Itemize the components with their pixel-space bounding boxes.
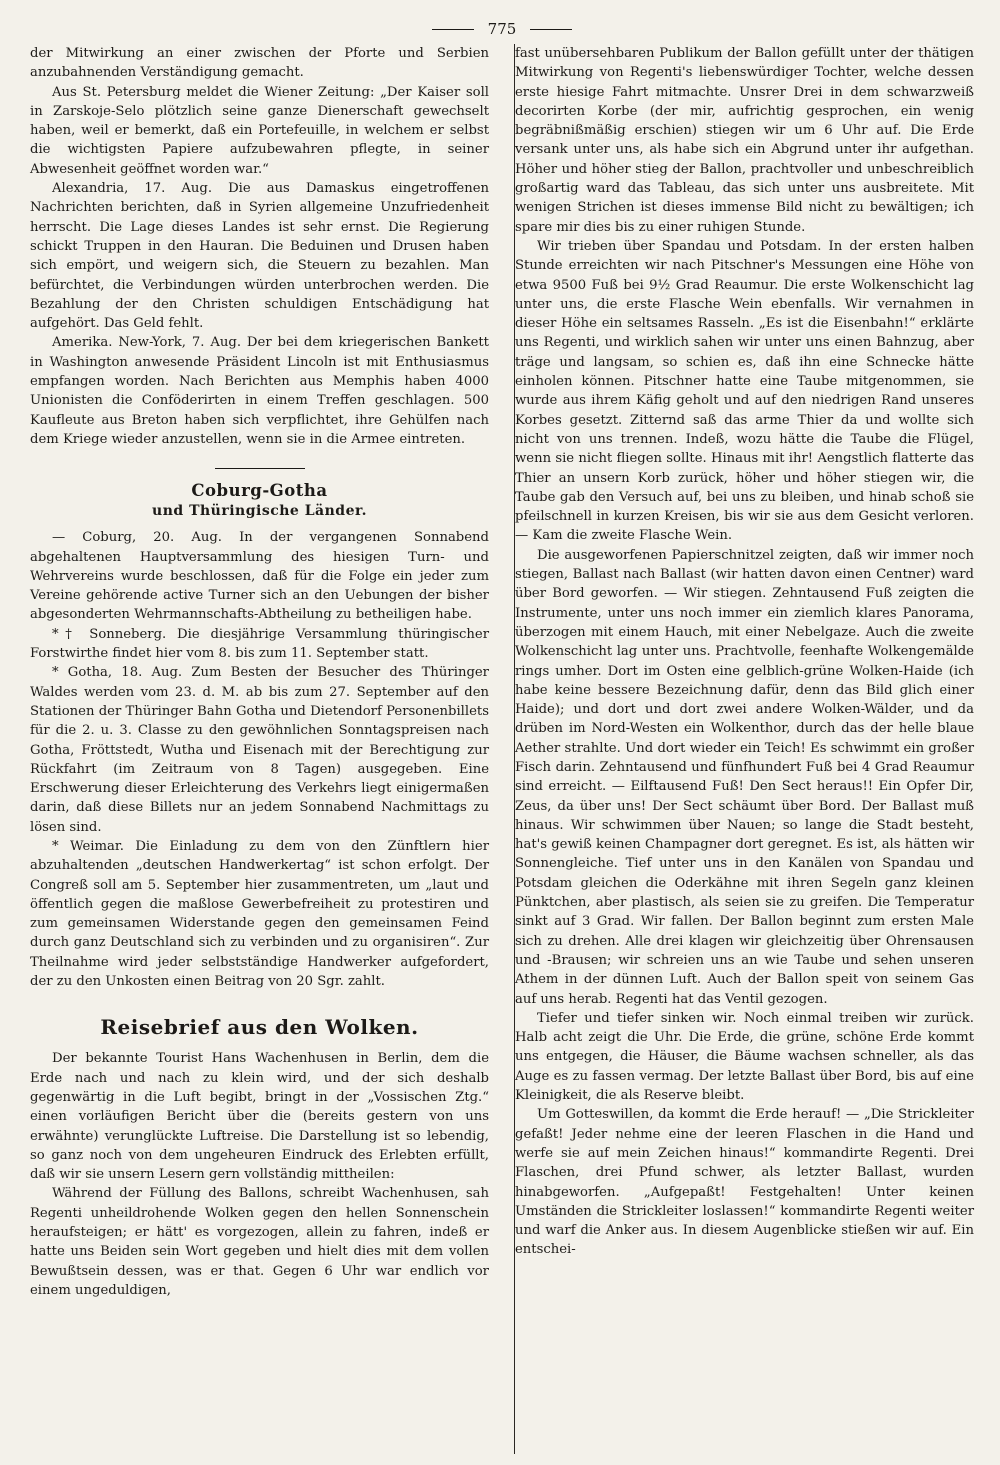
column-divider [514,44,515,1454]
header-rule-right [530,29,572,30]
left-column [30,44,489,1454]
article-paragraph: — Coburg, 20. Aug. In der vergangenen Sonnabend abgehaltenen Hauptversammlung des hiesigen Turn- und Wehrvereins wurde beschlossen, daß für die Folge ein jeder zum Vereine gehörende active Turner sich an den Uebungen der bisher abgesonderten Wehrmannschafts-Abtheilung zu betheiligen habe. [30,530,489,623]
article-paragraph: * Gotha, 18. Aug. Zum Besten der Besucher des Thüringer Waldes werden vom 23. d. M. ab bis zum 27. September auf den Stationen der Thüringer Bahn Gotha und Dietendorf Personenbillets für die 2. u. 3. Classe zu den gewöhnlichen Sonntagspreisen nach Gotha, Fröttstedt, Wutha und Eisenach mit der Berechtigung zur Rückfahrt (im Zeitraum von 8 Tagen) ausgegeben. Eine Erschwerung dieser Erleichterung des Verkehrs liegt einigermaßen darin, daß diese Billets nur an jedem Sonnabend Nachmittags zu lösen sind. [30,665,489,835]
article-paragraph: Um Gotteswillen, da kommt die Erde herauf! — „Die Strickleiter gefaßt! Jeder nehme eine der leeren Flaschen in die Hand und werfe sie auf mein Zeichen hinaus!“ kommandirte Regenti. Drei Flaschen, drei Pfund schwer, als letzter Ballast, wurden hinabgeworfen. „Aufgepaßt! Festgehalten! Unter keinen Umständen die Strickleiter loslassen!“ kommandirte Regenti weiter und warf die Anker aus. In diesem Augenblicke stießen wir auf. Ein entschei- [515,1107,974,1258]
columns [30,44,974,1454]
article-paragraph: Der bekannte Tourist Hans Wachenhusen in Berlin, dem die Erde nach und nach zu klein wird, und der sich deshalb gegenwärtig in die Luft begibt, bringt in der „Vossischen Ztg.“ einen vorläufigen Bericht über die (bereits gestern von uns erwähnte) verunglückte Luftreise. Die Darstellung ist so lebendig, so ganz noch von dem ungeheuren Eindruck des Erlebten erfüllt, daß wir sie unsern Lesern gern vollständig mittheilen: [30,1051,489,1183]
article-heading: Reisebrief aus den Wolken. [100,1015,419,1040]
section-heading: Coburg-Gotha [191,481,328,501]
article-paragraph: Während der Füllung des Ballons, schreibt Wachenhusen, sah Regenti unheildrohende Wolken gegen den hellen Sonnenschein heraufsteigen; er hätt' es vorgezogen, allein zu fahren, indeß er hatte uns Beiden sein Wort gegeben und hielt dies mit dem vollen Bewußtsein dessen, was er that. Gegen 6 Uhr war endlich vor einem ungeduldigen, [30,1186,489,1298]
right-column [515,44,974,1454]
page-number: 775 [487,20,517,38]
page-header [30,14,974,44]
article-paragraph: * Weimar. Die Einladung zu dem von den Zünftlern hier abzuhaltenden „deutschen Handwerkertag“ ist schon erfolgt. Der Congreß soll am 5. September hier zusammentreten, um „laut und öffentlich gegen die maßlose Gewerbefreiheit zu protestiren und zum gemeinsamen Widerstande gegen den gemeinsamen Feind durch ganz Deutschland sich zu verbinden und zu organisiren“. Zur Theilnahme wird jeder selbstständige Handwerker aufgefordert, der zu den Unkosten einen Beitrag von 20 Sgr. zahlt. [30,838,489,990]
article-paragraph: Die ausgeworfenen Papierschnitzel zeigten, daß wir immer noch stiegen, Ballast nach Ballast (wir hatten davon einen Centner) ward über Bord geworfen. — Wir stiegen. Zehntausend Fuß zeigten die Instrumente, unter uns noch immer ein ziemlich klares Panorama, überzogen mit einem Hauch, mit einer Nebelgaze. Auch die zweite Wolkenschicht lag unter uns. Prachtvolle, feenhafte Wolkengemälde rings umher. Dort im Osten eine gelblich-grüne Wolken-Haide (ich habe keine bessere Bezeichnung dafür, denn das Bild glich einer Haide); und dort und dort zwei andere Wolken-Wälder, und da drüben im Nord-Westen ein Wolkenthor, durch das der helle blaue Aether strahlte. Und dort wieder ein Teich! Es schwimmt ein großer Fisch darin. Zehntausend und fünfhundert Fuß bei 4 Grad Reaumur sind erreicht. — Eilftausend Fuß! Den Sect heraus!! Ein Opfer Dir, Zeus, da über uns! Der Sect schäumt über Bord. Der Ballast muß hinaus. Wir schwimmen über Nauen; so lange die Stadt besteht, hat's gewiß keinen Champagner dort geregnet. Es ist, als hätten wir Sonnengleiche. Tief unter uns in den Kanälen von Spandau und Potsdam gleichen die Oderkähne mit ihren Segeln ganz kleinen Pünktchen, aber plastisch, als seien sie zu greifen. Die Temperatur sinkt auf 3 Grad. Wir fallen. Der Ballon beginnt zum ersten Male sich zu drehen. Alle drei klagen wir gleichzeitig über Ohrensausen und -Brausen; wir schreien uns an wie Taube und sehen unseren Athem in der dünnen Luft. Auch der Ballon speit von seinem Gas auf uns herab. Regenti hat das Ventil gezogen. [515,547,974,1007]
article-paragraph: Amerika. New-York, 7. Aug. Der bei dem kriegerischen Bankett in Washington anwesende Präsident Lincoln ist mit Enthusiasmus empfangen worden. Nach Berichten aus Memphis haben 4000 Unionisten die Conföderirten in einem Treffen geschlagen. 500 Kaufleute aus Breton haben sich verpflichtet, ihre Gehülfen nach dem Kriege wieder anzustellen, wenn sie in die Armee eintreten. [30,335,489,447]
article-paragraph: Aus St. Petersburg meldet die Wiener Zeitung: „Der Kaiser soll in Zarskoje-Selo plötzlich seine ganze Dienerschaft gewechselt haben, weil er bemerkt, daß ein Portefeuille, in welchem er selbst die wichtigsten Papiere aufzubewahren pflegte, in seiner Abwesenheit geöffnet worden war.“ [30,84,489,177]
header-rule-left [432,29,474,30]
article-paragraph: fast unübersehbaren Publikum der Ballon gefüllt unter der thätigen Mitwirkung von Regenti's liebenswürdiger Tochter, welche dessen erste hiesige Fahrt mitmachte. Unsrer Drei in dem schwarzweiß decorirten Korbe (der mir, aufrichtig gesprochen, ein wenig begräbnißmäßig erschien) stiegen wir um 6 Uhr auf. Die Erde versank unter uns, als habe sich ein Abgrund unter ihr aufgethan. Höher und höher stieg der Ballon, prachtvoller und unbeschreiblich großartig ward das Tableau, das sich unter uns ausbreitete. Mit wenigen Strichen ist dieses immense Bild nicht zu bewältigen; ich spare mir dies bis zu einer ruhigen Stunde. [515,46,974,235]
section-subheading: und Thüringische Länder. [152,503,367,520]
article-paragraph: Alexandria, 17. Aug. Die aus Damaskus eingetroffenen Nachrichten berichten, daß in Syrien allgemeine Unzufriedenheit herrscht. Die Lage dieses Landes ist sehr ernst. Die Regierung schickt Truppen in den Hauran. Die Beduinen und Drusen haben sich empört, und weigern sich, die Steuern zu bezahlen. Man befürchtet, die Verbindungen würden unterbrochen werden. Die Bezahlung der den Christen schuldigen Entschädigung hat aufgehört. Das Geld fehlt. [30,181,489,332]
section-rule [215,468,305,469]
article-paragraph: der Mitwirkung an einer zwischen der Pforte und Serbien anzubahnenden Verständigung gemacht. [30,46,489,81]
article-paragraph: Wir trieben über Spandau und Potsdam. In der ersten halben Stunde erreichten wir nach Pitschner's Messungen eine Höhe von etwa 9500 Fuß bei 9½ Grad Reaumur. Die erste Wolkenschicht lag unter uns, die erste Flasche Wein ebenfalls. Wir vernahmen in dieser Höhe ein seltsames Rasseln. „Es ist die Eisenbahn!“ erklärte uns Regenti, und wirklich sahen wir unter uns einen Bahnzug, aber träge und langsam, so schien es, daß ihn eine Schnecke hätte einholen können. Pitschner hatte eine Taube mitgenommen, sie wurde aus ihrem Käfig geholt und auf den niedrigen Rand unseres Korbes gesetzt. Zitternd saß das arme Thier da und wollte sich nicht von uns trennen. Indeß, wozu hätte die Taube die Flügel, wenn sie nicht fliegen sollte. Hinaus mit ihr! Aengstlich flatterte das Thier an unsern Korb zurück, höher und höher stiegen wir, die Taube gab den Versuch auf, bei uns zu bleiben, und hinab schoß sie pfeilschnell in kurzen Kreisen, bis wir sie aus dem Gesicht verloren. — Kam die zweite Flasche Wein. [515,238,974,544]
article-paragraph: *† Sonneberg. Die diesjährige Versammlung thüringischer Forstwirthe findet hier vom 8. bis zum 11. September statt. [30,626,489,662]
article-paragraph: Tiefer und tiefer sinken wir. Noch einmal treiben wir zurück. Halb acht zeigt die Uhr. Die Erde, die grüne, schöne Erde kommt uns entgegen, die Häuser, die Bäume wachsen schneller, als das Auge es zu fassen vermag. Der letzte Ballast über Bord, bis auf eine Kleinigkeit, die als Reserve bleibt. [515,1010,974,1104]
